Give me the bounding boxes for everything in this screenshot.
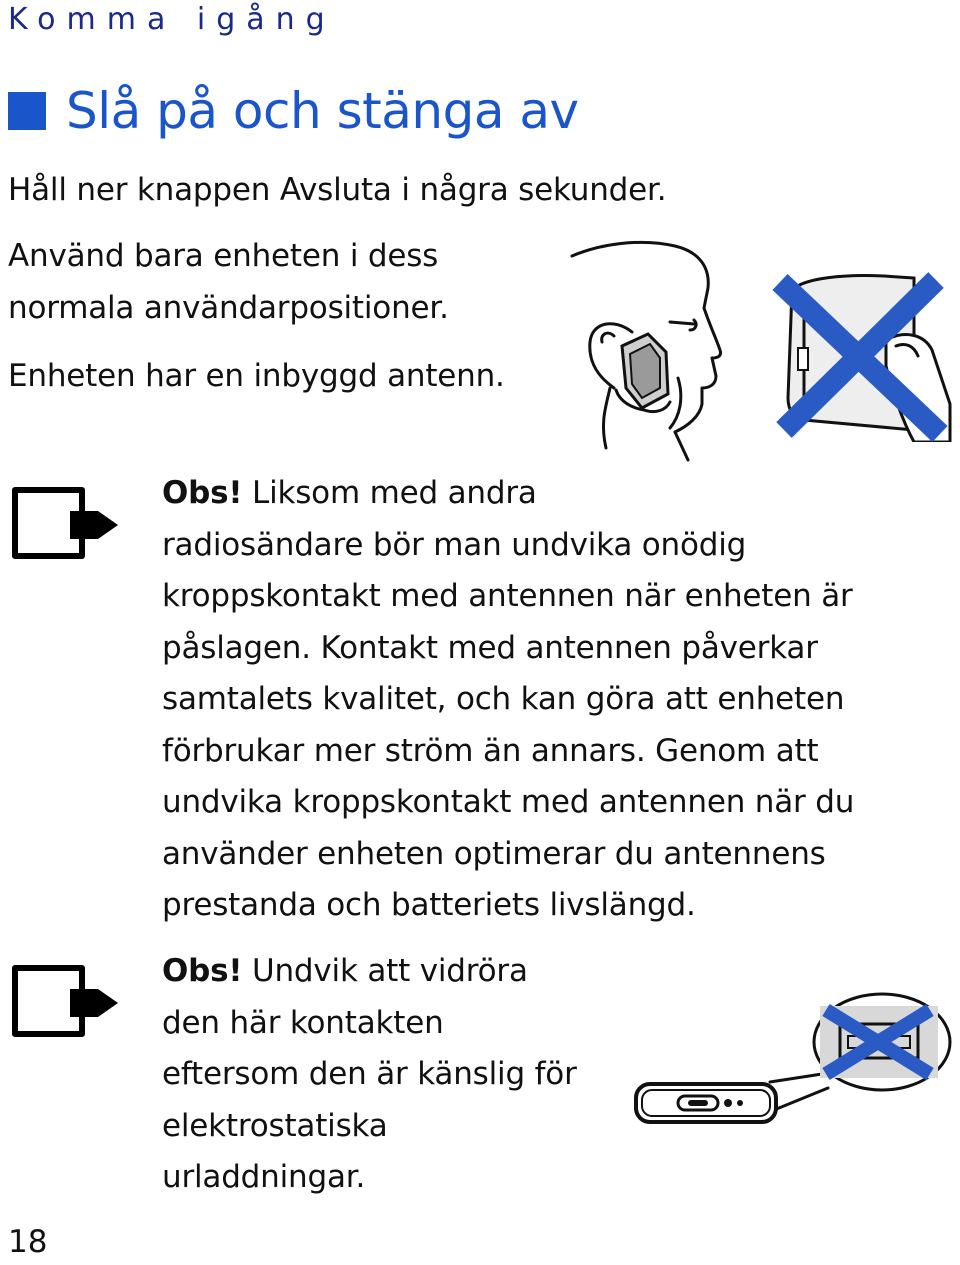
note-line: kroppskontakt med antennen när enheten är (162, 578, 853, 614)
paragraph-antenna: Enheten har en inbyggd antenn. (8, 358, 505, 394)
phone-at-ear-illustration (570, 238, 740, 462)
paragraph-use-position (8, 230, 449, 334)
antenna-area-illustration (764, 270, 954, 442)
note-line: eftersom den är känslig för (162, 1056, 577, 1092)
note-line: förbrukar mer ström än annars. Genom att (162, 732, 819, 769)
page-number: 18 (8, 1224, 48, 1260)
note-line (162, 946, 577, 998)
paragraph-line: Använd bara enheten i dess (8, 238, 439, 274)
paragraph-hold-key: Håll ner knappen Avsluta i några sekunder. (8, 172, 667, 208)
note-line: elektrostatiska (162, 1107, 388, 1144)
note-label: Obs! (162, 475, 243, 511)
heading-square-icon (8, 92, 46, 130)
note-line: använder enheten optimerar du antennens (162, 835, 826, 872)
note-line: undvika kroppskontakt med antennen när du (162, 784, 855, 820)
note-pencil-icon (12, 487, 120, 559)
note-pencil-icon (12, 965, 120, 1037)
note-line: påslagen. Kontakt med antennen påverkar (162, 629, 818, 666)
note-line: den här kontakten (162, 1004, 444, 1041)
section-heading (8, 82, 579, 140)
note-connector-esd (162, 946, 577, 1204)
section-title: Slå på och stänga av (66, 82, 579, 140)
running-header: Komma igång (8, 2, 336, 37)
paragraph-line: normala användarpositioner. (8, 290, 449, 326)
note-line: prestanda och batteriets livslängd. (162, 887, 696, 923)
note-antenna-contact (162, 468, 854, 932)
note-line (162, 468, 854, 520)
note-line: urladdningar. (162, 1159, 366, 1195)
note-line-text: Undvik att vidröra (242, 953, 528, 989)
note-line-text: Liksom med andra (242, 475, 537, 511)
note-line: radiosändare bör man undvika onödig (162, 526, 747, 563)
note-line: samtalets kvalitet, och kan göra att enheten (162, 681, 845, 717)
connector-illustration (630, 990, 958, 1126)
note-label: Obs! (162, 953, 243, 989)
